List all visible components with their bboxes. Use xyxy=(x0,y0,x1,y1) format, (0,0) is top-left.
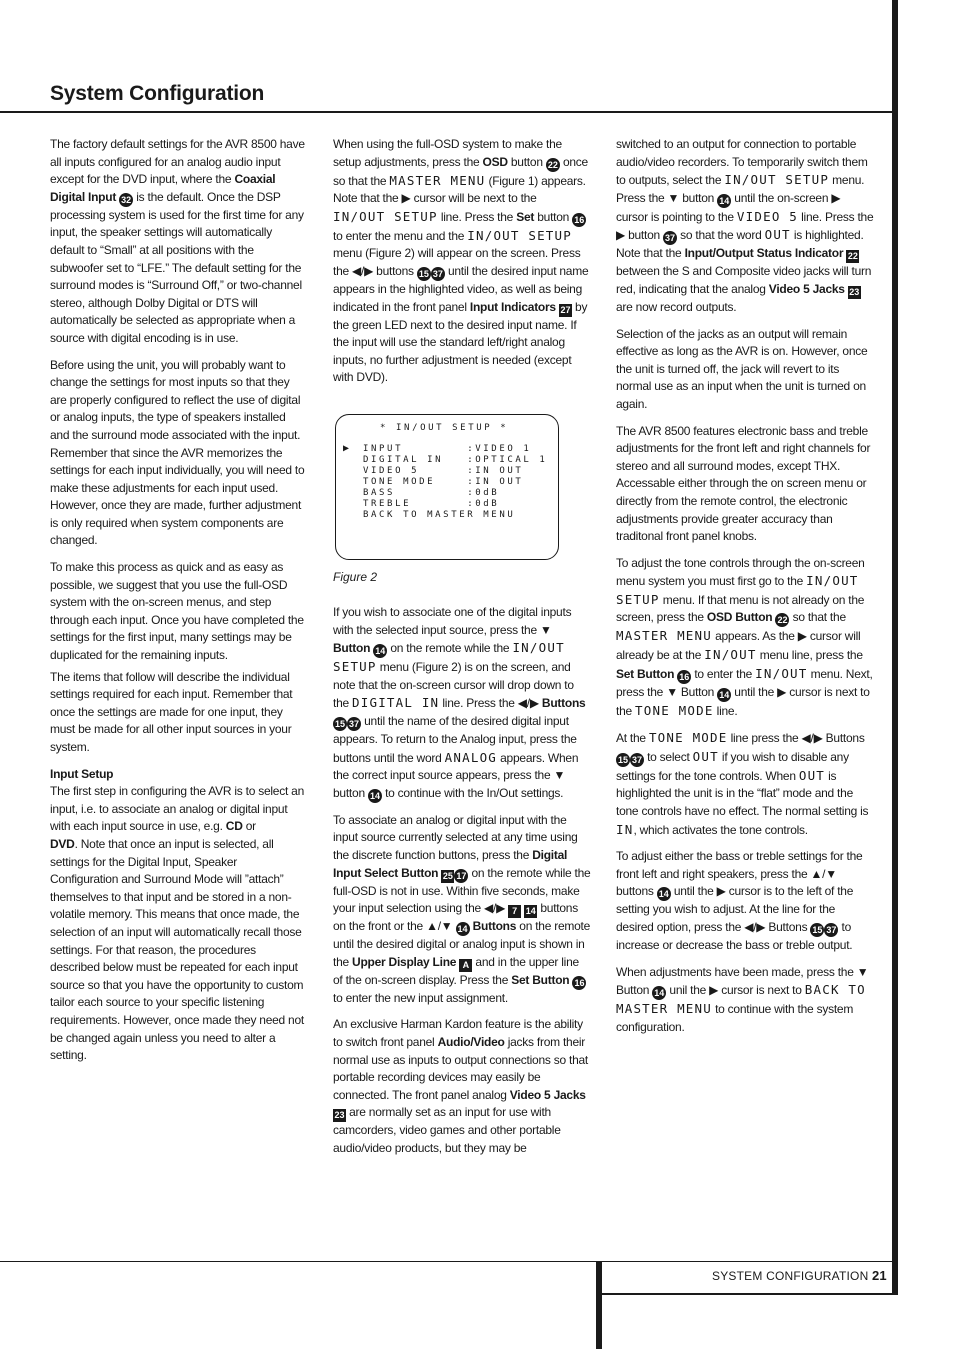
callout-number: 14 xyxy=(369,790,380,801)
figure-caption: Figure 2 xyxy=(333,570,378,584)
callout-number: 23 xyxy=(849,286,860,297)
paragraph xyxy=(616,848,874,954)
paragraph xyxy=(50,766,306,1065)
text-run: line press the ◀/▶ Buttons xyxy=(730,731,865,746)
text-run: The first step in configuring the AVR is to select an input, i.e. to associate an analog or digital input with each input source in use, e.g. xyxy=(50,784,304,834)
osd-text: MASTER MENU xyxy=(616,628,712,644)
text-run: until the ▶ cursor is to the left of the setting you wish to adjust. At the line for the desired option, press the ◀/▶ Buttons xyxy=(616,884,854,934)
osd-row: BACK TO MASTER MENU xyxy=(363,510,516,520)
text-run: When adjustments have been made, press the ▼ Button xyxy=(616,964,869,998)
osd-cursor: ▶ xyxy=(343,443,352,454)
page-footer xyxy=(712,1268,887,1283)
paragraph xyxy=(616,136,874,317)
callout-number: 22 xyxy=(547,159,558,170)
callout-number: 14 xyxy=(457,924,468,935)
paragraph: The items that follow will describe the individual settings required for each input. Remember that once the settings are made for one input, they must be made for all other input sources in your system. xyxy=(50,669,293,754)
paragraph: The AVR 8500 features electronic bass and treble adjustments for the front left and right channels for stereo and all surround modes, except THX. Accessable either through the on screen menu or directly from the remote control, the electronic adjustments provide greater accuracy than traditonal front panel knobs. xyxy=(616,423,871,544)
osd-text: IN/OUT SETUP xyxy=(467,227,572,243)
paragraph xyxy=(616,964,874,1037)
footer-divider-bar xyxy=(596,1262,602,1349)
text-run: , which activates the tone controls. xyxy=(633,822,808,837)
page-title: System Configuration xyxy=(50,82,265,105)
callout-number: 14 xyxy=(719,689,730,700)
callout-number: 14 xyxy=(654,988,665,999)
footer-section: SYSTEM CONFIGURATION xyxy=(712,1269,869,1283)
paragraph xyxy=(333,1016,591,1157)
callout-number: 27 xyxy=(560,304,571,315)
callout-number: 37 xyxy=(348,718,359,729)
text-run: button xyxy=(537,209,570,224)
text-run: OSD Button xyxy=(706,610,773,625)
text-run: if you wish to disable any settings for the tone controls. When xyxy=(616,749,849,783)
text-run: Button xyxy=(333,641,371,656)
callout-number: 14 xyxy=(719,195,730,206)
text-run: Input/Output Status Indicator xyxy=(684,246,844,261)
text-run: on the remote while the full-OSD is not in use. Within five seconds, make your input selection using the ◀/▶ xyxy=(333,865,591,916)
text-run: to increase or decrease the bass or treble output. xyxy=(616,920,853,952)
text-run: and in the upper line of the on-screen display. Press the xyxy=(333,954,579,987)
osd-row: TONE MODE :IN OUT xyxy=(363,477,524,487)
text-run: on the remote while the xyxy=(390,641,510,656)
callout-number: 15 xyxy=(418,268,429,279)
text-run: appears. When the correct input source appears, press the ▼ button xyxy=(333,750,579,800)
text-run: To adjust either the bass or treble settings for the front left and right speakers, press the ▲/▼ buttons xyxy=(616,849,863,899)
text-run: on the remote until the desired digital or analog input is shown in the xyxy=(333,919,591,969)
footer-rule xyxy=(0,1261,892,1262)
osd-text: IN xyxy=(616,821,634,837)
osd-text: OUT xyxy=(692,748,719,764)
osd-text: IN/OUT xyxy=(755,665,808,681)
text-run: An exclusive Harman Kardon feature is the ability to switch front panel xyxy=(333,1017,583,1049)
text-run: until the desired input name appears in the highlighted video, as well as being indicated in the front panel xyxy=(333,263,589,314)
text-run: At the xyxy=(616,731,646,746)
text-run: jacks from their normal use as inputs to output connections so that portable recording devices may easily be connected. The front panel analog xyxy=(333,1034,588,1102)
text-run: so that the xyxy=(792,610,846,625)
osd-row: BASS :0dB xyxy=(363,488,500,498)
text-run: When using the full-OSD system to make the setup adjustments, press the xyxy=(333,137,562,169)
title-rule xyxy=(0,111,892,113)
callout-number: 7 xyxy=(508,905,521,918)
text-run: so that the word xyxy=(680,228,762,243)
text-run: Video 5 Jacks xyxy=(509,1087,586,1102)
text-run: Buttons xyxy=(541,696,586,711)
osd-text: IN/OUT SETUP xyxy=(616,573,859,607)
callout-number: 16 xyxy=(574,214,585,225)
osd-row: DIGITAL IN :OPTICAL 1 xyxy=(363,455,548,465)
text-run: menu (Figure 2) is on the screen, and note that the on-screen cursor will drop down to the xyxy=(333,660,574,711)
text-run: Digital Input Select Button xyxy=(333,847,568,880)
text-run: buttons on the front or the ▲/▼ xyxy=(333,901,578,934)
osd-text: BACK TO MASTER MENU xyxy=(616,982,866,1017)
callout-number: 14 xyxy=(375,646,386,657)
text-run: to continue with the In/Out settings. xyxy=(385,785,564,800)
callout-number: 22 xyxy=(847,251,858,262)
osd-row: INPUT :VIDEO 1 xyxy=(363,444,532,454)
column-1 xyxy=(50,136,306,1074)
osd-screen-figure xyxy=(335,414,559,560)
paragraph xyxy=(333,136,591,387)
text-run: line. xyxy=(716,703,738,718)
osd-row: VIDEO 5 :IN OUT xyxy=(363,466,524,476)
text-run: (Figure 1) appears. Note that the ▶ cursor will be next to the xyxy=(333,173,586,206)
callout-number: 17 xyxy=(456,870,467,881)
callout-number: 16 xyxy=(679,671,690,682)
text-run: Set Button xyxy=(511,972,570,987)
text-run: button xyxy=(510,154,543,169)
osd-text: TONE MODE xyxy=(635,702,714,718)
text-run: menu. If that menu is not already on the screen, press the xyxy=(616,592,865,625)
column-2-lower xyxy=(333,604,591,1166)
text-run: CD xyxy=(225,819,243,834)
osd-text: IN/OUT SETUP xyxy=(724,172,830,188)
text-run: by the green LED next to the desired input name. If the input will use the standard left/right analog inputs, no further adjustment is needed (except with DVD). xyxy=(333,299,588,385)
callout-number: 37 xyxy=(432,268,443,279)
column-2 xyxy=(333,136,591,396)
text-run: is the default. Once the DSP processing system is used for the first time for any input, the speaker settings will automatically default to “Small” at all positions with the subwoofer set to “LFE.” The default setting for the surround modes is “Surround Off,” or two-channel stereo, although Dolby Digital or DTS will automatically be selected as appropriate when a source with digital encoding is in use. xyxy=(50,189,304,345)
callout-number: 15 xyxy=(617,754,628,765)
paragraph: Before using the unit, you will probably want to change the settings for most inputs so that they are properly configured to reflect the use of digital or analog inputs, the type of speakers installed and the surround mode associated with the input. Remember that since the AVR memorizes the settings for each input individually, you will need to make these adjustments for each input used. However, once they are made, further adjustment is only required when system components are changed. xyxy=(50,357,305,548)
osd-text: VIDEO 5 xyxy=(736,208,799,224)
osd-text: IN/OUT SETUP xyxy=(333,208,438,224)
text-run: Coaxial Digital Input xyxy=(50,172,276,204)
text-run: Audio/Video xyxy=(437,1034,505,1049)
paragraph xyxy=(333,604,591,803)
callout-number: 32 xyxy=(121,194,132,205)
text-run: once so that the xyxy=(333,154,588,188)
text-run: Input Indicators xyxy=(469,299,556,314)
osd-text: IN/OUT xyxy=(704,647,757,663)
text-run: are normally set as an input for use with camcorders, video games and other portable audio/video products, but they may be xyxy=(333,1105,561,1155)
osd-text: IN/OUT SETUP xyxy=(333,640,565,675)
text-run: is highlighted the unit is in the “flat” mode and the tone controls have no effect. The normal setting is xyxy=(616,768,869,819)
text-run: to select xyxy=(647,749,690,764)
text-run: is highlighted. Note that the xyxy=(616,228,864,261)
text-run: appears. As the ▶ cursor will already be at the xyxy=(616,629,861,663)
text-run: The factory default settings for the AVR 8500 have all inputs configured for an analog audio input except for the DVD input, where the xyxy=(50,137,305,187)
paragraph xyxy=(616,729,874,839)
text-run: line. Press the ◀/▶ xyxy=(442,696,539,711)
text-run: menu (Figure 2) will appear on the screen. Press the ◀/▶ buttons xyxy=(333,246,581,278)
text-run: until the name of the desired digital input appears. To return to the Analog input, press the buttons until the word xyxy=(333,713,577,765)
osd-text: OUT xyxy=(764,227,791,243)
osd-row: TREBLE :0dB xyxy=(363,499,500,509)
callout-number: 14 xyxy=(658,889,669,900)
text-run: menu line, press the xyxy=(759,648,863,663)
callout-number: 23 xyxy=(334,1110,345,1121)
callout-number: 22 xyxy=(777,615,788,626)
text-run: Set xyxy=(516,209,535,224)
right-margin-bar xyxy=(892,0,898,1295)
page-number: 21 xyxy=(872,1268,887,1283)
osd-text: MASTER MENU xyxy=(389,172,486,188)
paragraph xyxy=(50,136,306,348)
text-run: unil the ▶ cursor is next to xyxy=(669,983,802,998)
text-run: line. Press the xyxy=(440,209,514,224)
text-run: To adjust the tone controls through the on-screen menu system you must first go to the xyxy=(616,555,865,589)
osd-text: ANALOG xyxy=(444,749,498,765)
section-heading: Input Setup xyxy=(50,766,114,781)
callout-number: 15 xyxy=(334,718,345,729)
text-run: Video 5 Jacks xyxy=(768,281,845,296)
text-run: to continue with the system configuration. xyxy=(616,1002,854,1034)
text-run: line. Press the ▶ button xyxy=(616,209,874,243)
text-run: to enter the xyxy=(694,666,753,681)
osd-text: OUT xyxy=(798,767,826,783)
text-run: between the S and Composite video jacks will turn red, indicating that the analog xyxy=(616,264,872,296)
osd-text: DIGITAL IN xyxy=(352,695,440,711)
text-run: menu. Press the ▼ button xyxy=(616,173,865,205)
text-run: to enter the menu and the xyxy=(333,228,465,243)
text-run: OSD xyxy=(482,154,508,169)
callout-number: 37 xyxy=(665,233,676,244)
callout-number: 16 xyxy=(574,977,585,988)
text-run: Set Button xyxy=(616,666,675,681)
text-run: . Note that once an input is selected, all settings for the Digital Input, Speaker Configuration and Surround Mode will ”attach” themselves to that input and be stored in a non-volatile memory. This means that once made, the selection of an input will automatically recall those settings. For that reason, the procedures described below must be repeated for each input source so that you have the opportunity to custom tailor each source to your specific listening requirements. However, once made they need not be changed again unless you need to alter a setting. xyxy=(50,836,304,1063)
text-run: until the on-screen ▶ cursor is pointing to the xyxy=(616,190,841,224)
text-run: are now record outputs. xyxy=(616,299,737,314)
text-run: to enter the new input assignment. xyxy=(333,990,508,1005)
paragraph xyxy=(616,555,874,721)
callout-number: 15 xyxy=(812,925,823,935)
callout-number: 37 xyxy=(826,925,837,935)
osd-text: TONE MODE xyxy=(648,730,728,746)
text-run: Buttons xyxy=(472,919,517,934)
callout-number: 14 xyxy=(525,906,536,917)
text-run: To associate an analog or digital input with the input source currently selected at any time using the discrete function buttons, press the xyxy=(333,812,578,862)
text-run: menu. Next, press the ▼ Button xyxy=(616,666,873,699)
paragraph xyxy=(333,812,591,1008)
paragraph: To make this process as quick and as easy as possible, we suggest that you use the full-OSD system with the on-screen menus, and step through each input. Once you have completed the settings for the first input, many settings may be duplicated for the remaining inputs. xyxy=(50,560,304,663)
callout-number: 37 xyxy=(631,754,642,765)
footer-rule-right xyxy=(602,1293,898,1295)
text-run: switched to an output for connection to portable audio/video recorders. To temporarily switch them to outputs, select the xyxy=(616,137,868,188)
osd-title: * IN/OUT SETUP * xyxy=(380,423,509,433)
column-3 xyxy=(616,136,874,1045)
callout-number: 25 xyxy=(442,870,453,881)
text-run: Upper Display Line xyxy=(352,954,457,969)
text-run: If you wish to associate one of the digital inputs with the selected input source, press the ▼ xyxy=(333,605,572,637)
text-run: or xyxy=(245,819,256,834)
callout-number: A xyxy=(459,959,472,972)
text-run: DVD xyxy=(50,836,75,851)
text-run: until the ▶ cursor is next to the xyxy=(616,684,870,718)
paragraph: Selection of the jacks as an output will remain effective as long as the AVR is on. However, once the unit is turned off, the jack will revert to its normal use as an input when the unit is turned on again. xyxy=(616,326,868,411)
